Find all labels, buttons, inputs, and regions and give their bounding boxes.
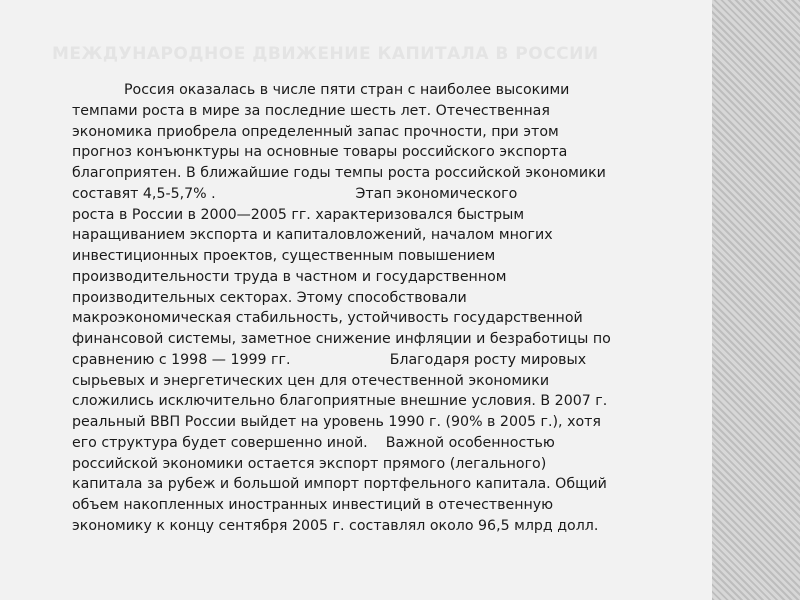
body-line: экономика приобрела определенный запас прочности, при этом [72,123,559,140]
body-line: сравнению с 1998 — 1999 гг. Благодаря росту мировых [72,351,587,368]
body-line: сложились исключительно благоприятные внешние условия. В 2007 г. [72,393,608,410]
body-line: капитала за рубеж и большой импорт портфельного капитала. Общий [72,476,607,493]
slide-title: МЕЖДУНАРОДНОЕ ДВИЖЕНИЕ КАПИТАЛА В РОССИИ [52,44,599,64]
body-line: финансовой системы, заметное снижение инфляции и безработицы по [72,331,611,347]
body-line: объем накопленных иностранных инвестиций в отечественную [72,497,554,513]
body-line: Россия оказалась в числе пяти стран с наиболее высокими [124,82,570,98]
body-line: наращиванием экспорта и капиталовложений, началом многих [72,227,553,244]
body-line: инвестиционных проектов, существенным повышением [72,248,496,264]
body-line: составят 4,5-5,7% . Этап экономического [72,185,518,202]
body-text [72,80,672,537]
body-line: прогноз конъюнктуры на основные товары российского экспорта [72,144,568,161]
body-line: российской экономики остается экспорт прямого (легального) [72,455,547,472]
body-line: роста в России в 2000—2005 гг. характеризовался быстрым [72,206,525,223]
body-line: благоприятен. В ближайшие годы темпы роста российской экономики [72,165,606,181]
decorative-stripe-bar [712,0,800,600]
body-line: экономику к концу сентября 2005 г. составлял около 96,5 млрд долл. [72,517,599,534]
body-line: макроэкономическая стабильность, устойчивость государственной [72,310,583,327]
body-line: темпами роста в мире за последние шесть лет. Отечественная [72,102,550,119]
body-line: его структура будет совершенно иной. Важной особенностью [72,434,555,451]
body-line: производительности труда в частном и государственном [72,268,507,285]
body-line: сырьевых и энергетических цен для отечественной экономики [72,372,550,389]
body-line: реальный ВВП России выйдет на уровень 1990 г. (90% в 2005 г.), хотя [72,414,601,430]
body-line: производительных секторах. Этому способствовали [72,289,467,306]
